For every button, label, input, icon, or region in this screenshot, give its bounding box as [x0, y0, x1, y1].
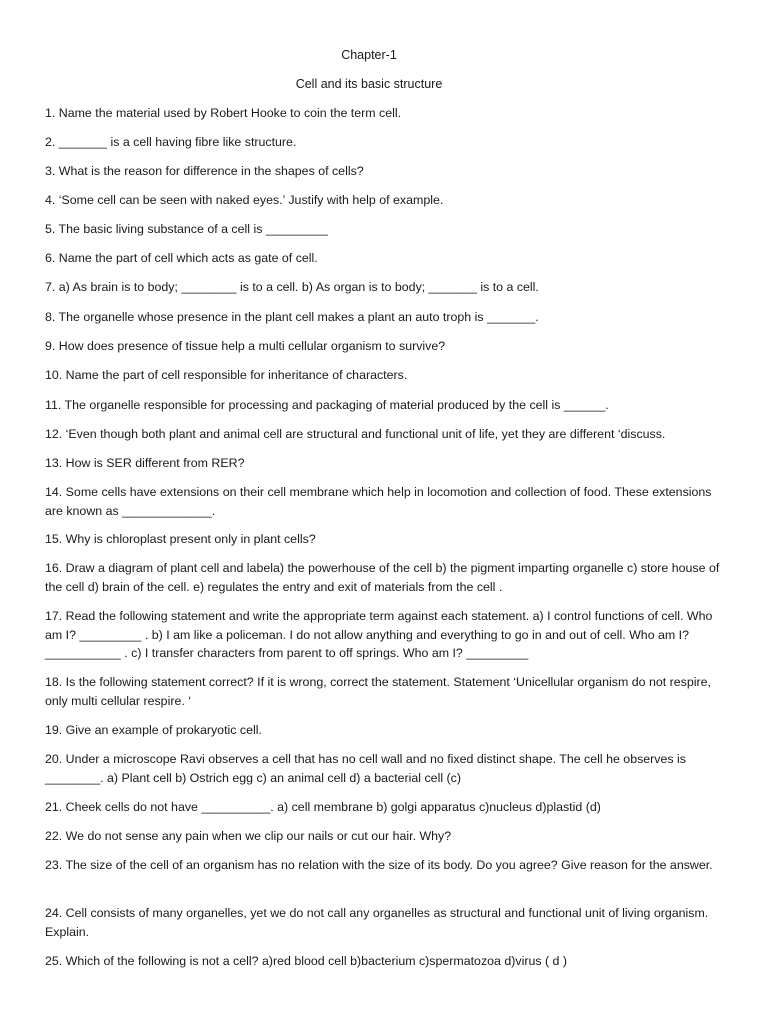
question-24: 24. Cell consists of many organelles, yet we do not call any organelles as structural and functional unit of living organism. Explain.: [45, 906, 709, 939]
question-14: 14. Some cells have extensions on their cell membrane which help in locomotion and collection of food. These extensions are known as _____________.: [45, 485, 712, 518]
question-1: 1. Name the material used by Robert Hooke to coin the term cell.: [45, 106, 402, 120]
question-25: 25. Which of the following is not a cell? a)red blood cell b)bacterium c)spermatozoa d)virus ( d ): [45, 954, 568, 968]
question-4: 4. ‘Some cell can be seen with naked eyes.’ Justify with help of example.: [45, 193, 444, 207]
question-18: 18. Is the following statement correct? If it is wrong, correct the statement. Statement ‘Unicellular organism do not respire, only multi cellular respire. ‘: [45, 675, 711, 708]
question-11: 11. The organelle responsible for processing and packaging of material produced by the cell is ______.: [45, 398, 609, 412]
question-2: 2. _______ is a cell having fibre like structure.: [45, 135, 297, 149]
question-15: 15. Why is chloroplast present only in plant cells?: [45, 532, 316, 546]
question-9: 9. How does presence of tissue help a multi cellular organism to survive?: [45, 339, 446, 353]
question-22: 22. We do not sense any pain when we clip our nails or cut our hair. Why?: [45, 829, 452, 843]
question-19: 19. Give an example of prokaryotic cell.: [45, 723, 262, 737]
question-12: 12. ‘Even though both plant and animal cell are structural and functional unit of life, yet they are different ‘discuss.: [45, 427, 666, 441]
chapter-subtitle: Cell and its basic structure: [295, 77, 443, 91]
question-21: 21. Cheek cells do not have __________. a) cell membrane b) golgi apparatus c)nucleus d)plastid (d): [45, 800, 601, 814]
question-3: 3. What is the reason for difference in the shapes of cells?: [45, 164, 364, 178]
question-7: 7. a) As brain is to body; ________ is to a cell. b) As organ is to body; _______ is to a cell.: [45, 280, 539, 294]
question-8: 8. The organelle whose presence in the plant cell makes a plant an auto troph is _______.: [45, 310, 539, 324]
question-6: 6. Name the part of cell which acts as gate of cell.: [45, 251, 318, 265]
question-20: 20. Under a microscope Ravi observes a cell that has no cell wall and no fixed distinct shape. The cell he observes is ________. a) Plant cell b) Ostrich egg c) an animal cell d) a bacterial cell (c): [45, 752, 686, 785]
question-13: 13. How is SER different from RER?: [45, 456, 245, 470]
question-16: 16. Draw a diagram of plant cell and labela) the powerhouse of the cell b) the pigment imparting organelle c) store house of the cell d) brain of the cell. e) regulates the entry and exit of materials from the cell .: [45, 561, 720, 594]
question-5: 5. The basic living substance of a cell is _________: [45, 222, 328, 236]
question-23: 23. The size of the cell of an organism has no relation with the size of its body. Do you agree? Give reason for the answer.: [45, 858, 713, 872]
chapter-heading: Chapter-1: [341, 48, 397, 62]
question-10: 10. Name the part of cell responsible for inheritance of characters.: [45, 368, 408, 382]
question-17: 17. Read the following statement and write the appropriate term against each statement. a) I control functions of cell. Who am I? _________ . b) I am like a policeman. I do not allow anything and everything to go in and out of cell. Who am I? ___________ . c) I transfer characters from parent to off springs. Who am I? _________: [45, 609, 713, 661]
